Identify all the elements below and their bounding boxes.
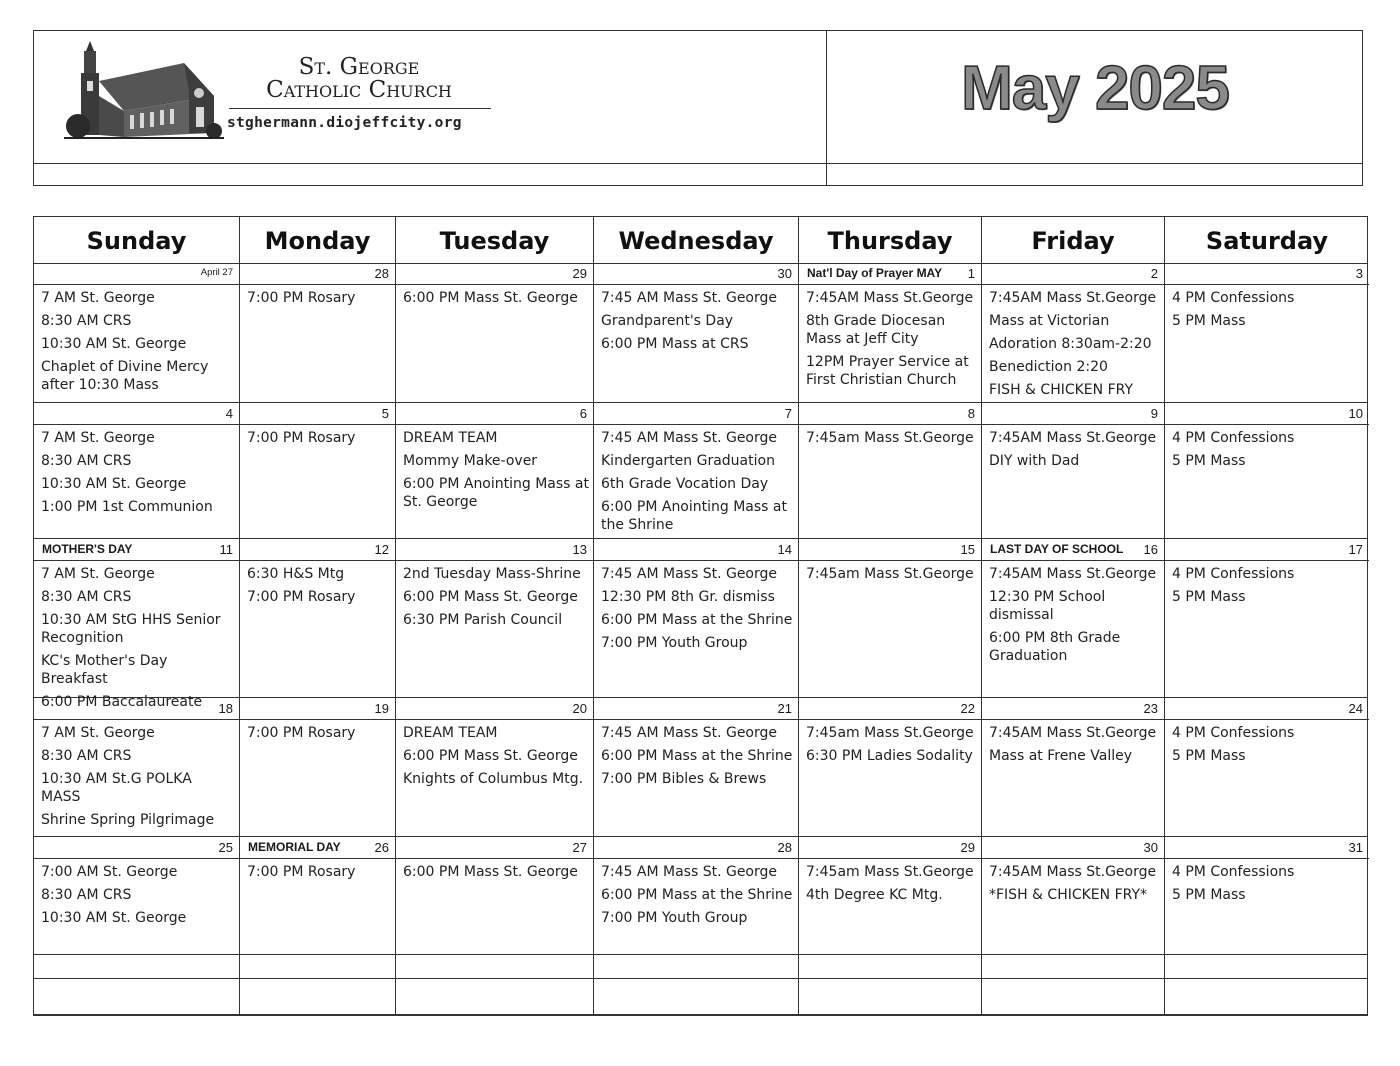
event-list	[403, 724, 589, 793]
day-number-bar	[240, 403, 395, 425]
event-list	[806, 565, 977, 588]
event-item: 7:45am Mass St.George	[806, 864, 974, 880]
event-item: 6:30 H&S Mtg	[247, 566, 345, 582]
day-number-bar	[594, 698, 798, 720]
event-item: KC's Mother's Day Breakfast	[41, 653, 168, 687]
event-item: 1:00 PM 1st Communion	[41, 499, 213, 515]
day-number: 1	[967, 266, 975, 281]
day-number-bar	[799, 698, 981, 720]
day-cell	[594, 263, 799, 402]
event-item: Shrine Spring Pilgrimage	[41, 812, 215, 828]
event-item: 7:45am Mass St.George	[806, 725, 974, 741]
special-day-label: Nat'l Day of Prayer MAY	[807, 266, 943, 280]
event-item: 6:00 PM Mass St. George	[403, 864, 578, 880]
event-item: 10:30 AM St. George	[41, 476, 187, 492]
day-number-bar	[982, 539, 1164, 561]
blank-cell	[396, 955, 594, 978]
day-number: 28	[777, 840, 792, 855]
event-item: 7:45AM Mass St.George	[989, 290, 1157, 306]
day-number-bar	[396, 698, 593, 720]
event-item: 7:00 PM Rosary	[247, 290, 356, 306]
day-cell	[1165, 698, 1369, 836]
day-number-bar	[240, 837, 395, 859]
day-number: 18	[218, 701, 233, 716]
event-item: 5 PM Mass	[1172, 313, 1246, 329]
event-item: Mass at Victorian	[989, 313, 1110, 329]
day-number: 4	[225, 406, 233, 421]
event-item: 7:45 AM Mass St. George	[601, 725, 778, 741]
event-item: DREAM TEAM	[403, 430, 498, 446]
event-item: 7:45 AM Mass St. George	[601, 864, 778, 880]
blank-cell	[594, 955, 799, 978]
event-item: 5 PM Mass	[1172, 453, 1246, 469]
day-number-bar	[594, 263, 798, 285]
event-list	[989, 863, 1160, 909]
day-cell	[396, 837, 594, 954]
event-item: 8:30 AM CRS	[41, 589, 132, 605]
event-item: FISH & CHICKEN FRY	[989, 382, 1134, 398]
day-cell	[799, 698, 982, 836]
day-number: 30	[1143, 840, 1158, 855]
event-list	[989, 724, 1160, 770]
event-item: 7 AM St. George	[41, 290, 155, 306]
day-cell	[1165, 263, 1369, 402]
day-number-bar	[240, 263, 395, 285]
event-item: 4 PM Confessions	[1172, 864, 1295, 880]
event-item: Benediction 2:20	[989, 359, 1108, 375]
day-number-bar	[1165, 263, 1369, 285]
event-item: 7:45AM Mass St.George	[989, 864, 1157, 880]
day-header-friday: Friday	[982, 217, 1165, 263]
blank-cell	[799, 955, 982, 978]
event-item: 12:30 PM School dismissal	[989, 589, 1106, 623]
day-number-bar	[799, 837, 981, 859]
event-item: 10:30 AM StG HHS Senior Recognition	[41, 612, 221, 646]
month-title: May 2025	[961, 54, 1229, 123]
day-cell	[396, 539, 594, 697]
event-item: 6:00 PM Mass at CRS	[601, 336, 749, 352]
event-item: 6:00 PM Mass at the Shrine	[601, 887, 793, 903]
day-number-bar	[982, 837, 1164, 859]
day-cell	[34, 403, 240, 538]
church-name-line1: St. George	[298, 54, 420, 80]
day-number-bar	[240, 698, 395, 720]
day-cell	[982, 698, 1165, 836]
event-item: 8:30 AM CRS	[41, 453, 132, 469]
event-item: 7:45am Mass St.George	[806, 566, 974, 582]
event-list	[806, 429, 977, 452]
day-cell	[1165, 837, 1369, 954]
event-item: 12:30 PM 8th Gr. dismiss	[601, 589, 775, 605]
day-cell	[34, 698, 240, 836]
day-number: April 27	[200, 267, 233, 278]
event-item: 6:00 PM Mass St. George	[403, 589, 578, 605]
event-item: 7:45am Mass St.George	[806, 430, 974, 446]
event-list	[247, 724, 391, 747]
event-item: 7:45AM Mass St.George	[989, 725, 1157, 741]
event-item: 4th Degree KC Mtg.	[806, 887, 943, 903]
blank-cell	[1165, 955, 1369, 978]
day-number-bar	[1165, 698, 1369, 720]
day-number-bar	[594, 539, 798, 561]
event-list	[41, 863, 235, 932]
event-list	[1172, 289, 1365, 335]
event-item: Adoration 8:30am-2:20	[989, 336, 1152, 352]
event-item: 6:00 PM Mass at the Shrine	[601, 612, 793, 628]
event-list	[989, 429, 1160, 475]
event-item: 7:45 AM Mass St. George	[601, 430, 778, 446]
event-item: Grandparent's Day	[601, 313, 734, 329]
day-number-bar	[396, 403, 593, 425]
day-number: 30	[777, 266, 792, 281]
event-list	[403, 429, 589, 516]
day-cell	[982, 263, 1165, 402]
day-cell	[799, 403, 982, 538]
day-number: 26	[374, 840, 389, 855]
event-item: 7:00 PM Youth Group	[601, 910, 748, 926]
event-item: 7:00 PM Rosary	[247, 430, 356, 446]
day-cell	[594, 539, 799, 697]
event-item: 7:00 PM Rosary	[247, 864, 356, 880]
church-name-line2: Catholic Church	[266, 77, 452, 103]
event-item: 6:00 PM Mass St. George	[403, 290, 578, 306]
day-cell	[240, 263, 396, 402]
day-number: 19	[374, 701, 389, 716]
event-item: 12PM Prayer Service at First Christian Church	[806, 354, 969, 388]
day-header-monday: Monday	[240, 217, 396, 263]
day-number-bar	[34, 539, 239, 561]
day-number: 9	[1150, 406, 1158, 421]
event-item: 6:00 PM Baccalaureate	[41, 694, 203, 710]
day-cell	[594, 403, 799, 538]
event-item: 8:30 AM CRS	[41, 887, 132, 903]
blank-cell	[240, 955, 396, 978]
website-url: stghermann.diojeffcity.org	[227, 115, 462, 131]
event-item: 7:00 PM Bibles & Brews	[601, 771, 767, 787]
event-item: Knights of Columbus Mtg.	[403, 771, 584, 787]
days-of-week-row	[34, 217, 1367, 264]
event-item: 6:30 PM Parish Council	[403, 612, 563, 628]
day-number: 13	[572, 542, 587, 557]
day-cell	[1165, 539, 1369, 697]
event-item: 7:00 PM Rosary	[247, 589, 356, 605]
day-number-bar	[34, 263, 239, 285]
blank-cell	[982, 955, 1165, 978]
event-item: 7:45AM Mass St.George	[989, 430, 1157, 446]
event-item: 7 AM St. George	[41, 566, 155, 582]
day-number-bar	[982, 403, 1164, 425]
event-list	[601, 724, 794, 793]
day-number: 3	[1355, 266, 1363, 281]
day-number-bar	[34, 837, 239, 859]
day-number: 2	[1150, 266, 1158, 281]
title-rule	[229, 108, 491, 109]
day-number-bar	[1165, 403, 1369, 425]
calendar-header	[33, 30, 1363, 186]
event-list	[403, 565, 589, 634]
day-number-bar	[1165, 837, 1369, 859]
day-number-bar	[34, 403, 239, 425]
day-number-bar	[396, 837, 593, 859]
blank-cell	[1165, 979, 1369, 1014]
day-number: 23	[1143, 701, 1158, 716]
day-cell	[34, 837, 240, 954]
week-row	[34, 263, 1367, 403]
day-cell	[982, 403, 1165, 538]
event-item: 8th Grade Diocesan Mass at Jeff City	[806, 313, 946, 347]
day-cell	[594, 698, 799, 836]
blank-cell	[240, 979, 396, 1014]
event-list	[1172, 863, 1365, 909]
event-item: 7:00 PM Rosary	[247, 725, 356, 741]
event-list	[806, 863, 977, 909]
event-item: DREAM TEAM	[403, 725, 498, 741]
event-item: 5 PM Mass	[1172, 589, 1246, 605]
event-list	[247, 289, 391, 312]
event-list	[1172, 724, 1365, 770]
day-cell	[982, 837, 1165, 954]
event-item: 10:30 AM St.G POLKA MASS	[41, 771, 192, 805]
day-cell	[982, 539, 1165, 697]
day-number: 6	[579, 406, 587, 421]
event-item: 6:00 PM Anointing Mass at the Shrine	[601, 499, 787, 533]
day-number-bar	[594, 403, 798, 425]
day-number: 11	[219, 542, 233, 557]
blank-cell	[799, 979, 982, 1014]
blank-cell	[982, 979, 1165, 1014]
event-list	[601, 429, 794, 539]
event-list	[601, 863, 794, 932]
calendar-grid	[33, 216, 1368, 1016]
day-header-saturday: Saturday	[1205, 227, 1329, 255]
event-item: 4 PM Confessions	[1172, 725, 1295, 741]
event-item: DIY with Dad	[989, 453, 1080, 469]
day-number-bar	[799, 539, 981, 561]
blank-cell	[594, 979, 799, 1014]
day-cell	[594, 837, 799, 954]
day-cell	[34, 263, 240, 402]
day-number: 14	[777, 542, 792, 557]
day-cell	[1165, 403, 1369, 538]
header-divider-horizontal	[34, 163, 1362, 164]
event-list	[1172, 565, 1365, 611]
week-row	[34, 837, 1367, 955]
event-item: 4 PM Confessions	[1172, 566, 1295, 582]
event-item: Chaplet of Divine Mercy after 10:30 Mass	[41, 359, 209, 393]
event-list	[989, 289, 1160, 404]
event-item: Mass at Frene Valley	[989, 748, 1132, 764]
event-item: 6:00 PM Mass at the Shrine	[601, 748, 793, 764]
day-number: 8	[967, 406, 975, 421]
day-number: 29	[572, 266, 587, 281]
day-number: 22	[960, 701, 975, 716]
day-number: 28	[374, 266, 389, 281]
day-number-bar	[799, 403, 981, 425]
event-list	[41, 289, 235, 399]
day-cell	[396, 403, 594, 538]
event-list	[247, 863, 391, 886]
event-item: 7:00 PM Youth Group	[601, 635, 748, 651]
day-number: 21	[777, 701, 792, 716]
day-cell	[240, 698, 396, 836]
event-item: 7 AM St. George	[41, 725, 155, 741]
event-list	[247, 565, 391, 611]
day-number-bar	[594, 837, 798, 859]
day-cell	[396, 263, 594, 402]
event-list	[403, 289, 589, 312]
event-item: 5 PM Mass	[1172, 887, 1246, 903]
day-cell	[799, 837, 982, 954]
day-cell	[240, 403, 396, 538]
day-number-bar	[982, 263, 1164, 285]
event-item: 5 PM Mass	[1172, 748, 1246, 764]
day-number-bar	[240, 539, 395, 561]
event-list	[1172, 429, 1365, 475]
day-cell	[396, 698, 594, 836]
event-item: 7:45 AM Mass St. George	[601, 566, 778, 582]
day-number: 31	[1348, 840, 1363, 855]
day-number: 7	[784, 406, 792, 421]
event-list	[41, 565, 235, 716]
event-list	[806, 724, 977, 770]
event-list	[601, 289, 794, 358]
event-list	[41, 724, 235, 834]
event-item: 10:30 AM St. George	[41, 336, 187, 352]
day-number-bar	[396, 539, 593, 561]
church-building-icon	[64, 41, 224, 141]
event-item: 8:30 AM CRS	[41, 313, 132, 329]
blank-cell	[396, 979, 594, 1014]
day-number: 25	[218, 840, 233, 855]
event-item: 4 PM Confessions	[1172, 290, 1295, 306]
day-number: 10	[1348, 406, 1363, 421]
event-item: 10:30 AM St. George	[41, 910, 187, 926]
event-list	[247, 429, 391, 452]
event-item: 4 PM Confessions	[1172, 430, 1295, 446]
blank-cell	[34, 955, 240, 978]
week-row	[34, 698, 1367, 837]
event-list	[601, 565, 794, 657]
day-number: 17	[1348, 542, 1363, 557]
event-list	[989, 565, 1160, 670]
event-item: 8:30 AM CRS	[41, 748, 132, 764]
event-item: 6:30 PM Ladies Sodality	[806, 748, 973, 764]
day-header-wednesday: Wednesday	[594, 217, 799, 263]
blank-row	[34, 955, 1367, 979]
blank-cell	[34, 979, 240, 1014]
event-item: 2nd Tuesday Mass-Shrine	[403, 566, 581, 582]
day-number: 29	[960, 840, 975, 855]
day-number-bar	[799, 263, 981, 285]
event-item: 6:00 PM 8th Grade Graduation	[989, 630, 1121, 664]
event-list	[806, 289, 977, 394]
special-day-label: MOTHER'S DAY	[42, 542, 133, 556]
day-header-sunday: Sunday	[34, 217, 240, 263]
day-header-thursday: Thursday	[799, 217, 982, 263]
event-item: 7:45AM Mass St.George	[806, 290, 974, 306]
day-number: 24	[1348, 701, 1363, 716]
event-item: 6th Grade Vocation Day	[601, 476, 769, 492]
church-name	[224, 56, 494, 102]
event-item: 6:00 PM Anointing Mass at St. George	[403, 476, 589, 510]
event-item: 7:45 AM Mass St. George	[601, 290, 778, 306]
day-number: 15	[960, 542, 975, 557]
day-number-bar	[982, 698, 1164, 720]
event-list	[41, 429, 235, 521]
day-cell	[240, 539, 396, 697]
day-header-tuesday: Tuesday	[396, 217, 594, 263]
blank-row	[34, 979, 1367, 1015]
day-number-bar	[34, 698, 239, 720]
day-cell	[799, 263, 982, 402]
day-number-bar	[396, 263, 593, 285]
day-number: 27	[572, 840, 587, 855]
day-number: 20	[572, 701, 587, 716]
event-item: *FISH & CHICKEN FRY*	[989, 887, 1148, 903]
event-item: 7:00 AM St. George	[41, 864, 178, 880]
event-item: 6:00 PM Mass St. George	[403, 748, 578, 764]
day-number-bar	[1165, 539, 1369, 561]
event-item: 7 AM St. George	[41, 430, 155, 446]
special-day-label: MEMORIAL DAY	[248, 840, 341, 854]
day-number: 16	[1143, 542, 1158, 557]
day-number: 12	[374, 542, 389, 557]
special-day-label: LAST DAY OF SCHOOL	[990, 542, 1124, 556]
day-cell	[240, 837, 396, 954]
event-item: Kindergarten Graduation	[601, 453, 775, 469]
event-item: 7:45AM Mass St.George	[989, 566, 1157, 582]
event-list	[403, 863, 589, 886]
day-number: 5	[381, 406, 389, 421]
week-row	[34, 403, 1367, 539]
day-cell	[799, 539, 982, 697]
event-item: Mommy Make-over	[403, 453, 538, 469]
